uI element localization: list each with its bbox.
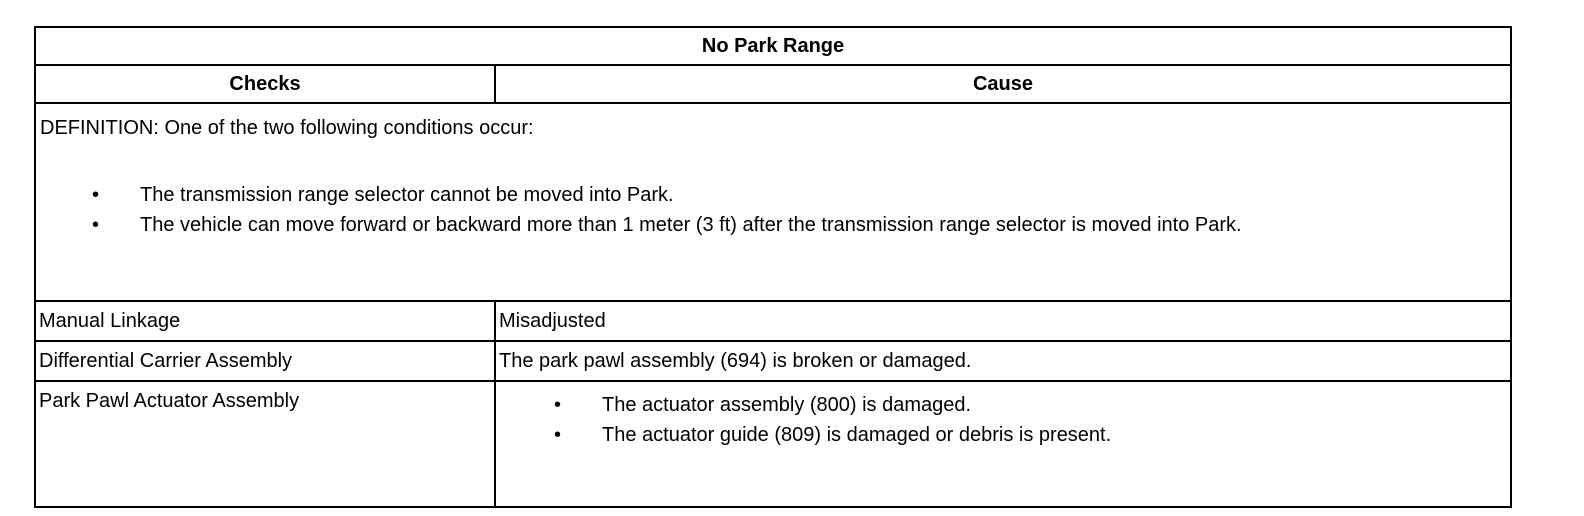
- bullet-icon: •: [554, 394, 562, 416]
- cause-cell: Misadjusted: [495, 301, 1511, 341]
- header-row: [35, 65, 1511, 103]
- cause-header: Cause: [495, 65, 1511, 103]
- definition-cell: [35, 103, 1511, 301]
- table-title: No Park Range: [35, 27, 1511, 65]
- table-row: [35, 381, 1511, 507]
- title-row: [35, 27, 1511, 65]
- definition-row: [35, 103, 1511, 301]
- definition-bullet: [40, 210, 1506, 240]
- cause-cell: [495, 381, 1511, 507]
- cause-bullet-text: The actuator guide (809) is damaged or debris is present.: [602, 424, 1112, 446]
- diagnostic-table: [34, 26, 1512, 508]
- bullet-icon: •: [92, 214, 100, 236]
- cause-cell: The park pawl assembly (694) is broken or damaged.: [495, 341, 1511, 381]
- check-cell: Manual Linkage: [35, 301, 495, 341]
- definition-bullet: [40, 180, 1506, 210]
- cause-bullet-text: The actuator assembly (800) is damaged.: [602, 394, 972, 416]
- definition-bullet-text: The transmission range selector cannot be moved into Park.: [140, 184, 674, 206]
- check-cell: Differential Carrier Assembly: [35, 341, 495, 381]
- cause-bullet: [499, 390, 1507, 420]
- cause-bullet: [499, 420, 1507, 450]
- table-row: [35, 301, 1511, 341]
- checks-header: Checks: [35, 65, 495, 103]
- definition-bullet-list: [40, 180, 1506, 240]
- definition-bullet-text: The vehicle can move forward or backward more than 1 meter (3 ft) after the transmission range selector is moved into Park.: [140, 214, 1242, 236]
- bullet-icon: •: [554, 424, 562, 446]
- table-row: [35, 341, 1511, 381]
- bullet-icon: •: [92, 184, 100, 206]
- check-cell: Park Pawl Actuator Assembly: [35, 381, 495, 507]
- cause-bullet-list: [499, 390, 1507, 450]
- definition-text: DEFINITION: One of the two following conditions occur:: [40, 117, 534, 139]
